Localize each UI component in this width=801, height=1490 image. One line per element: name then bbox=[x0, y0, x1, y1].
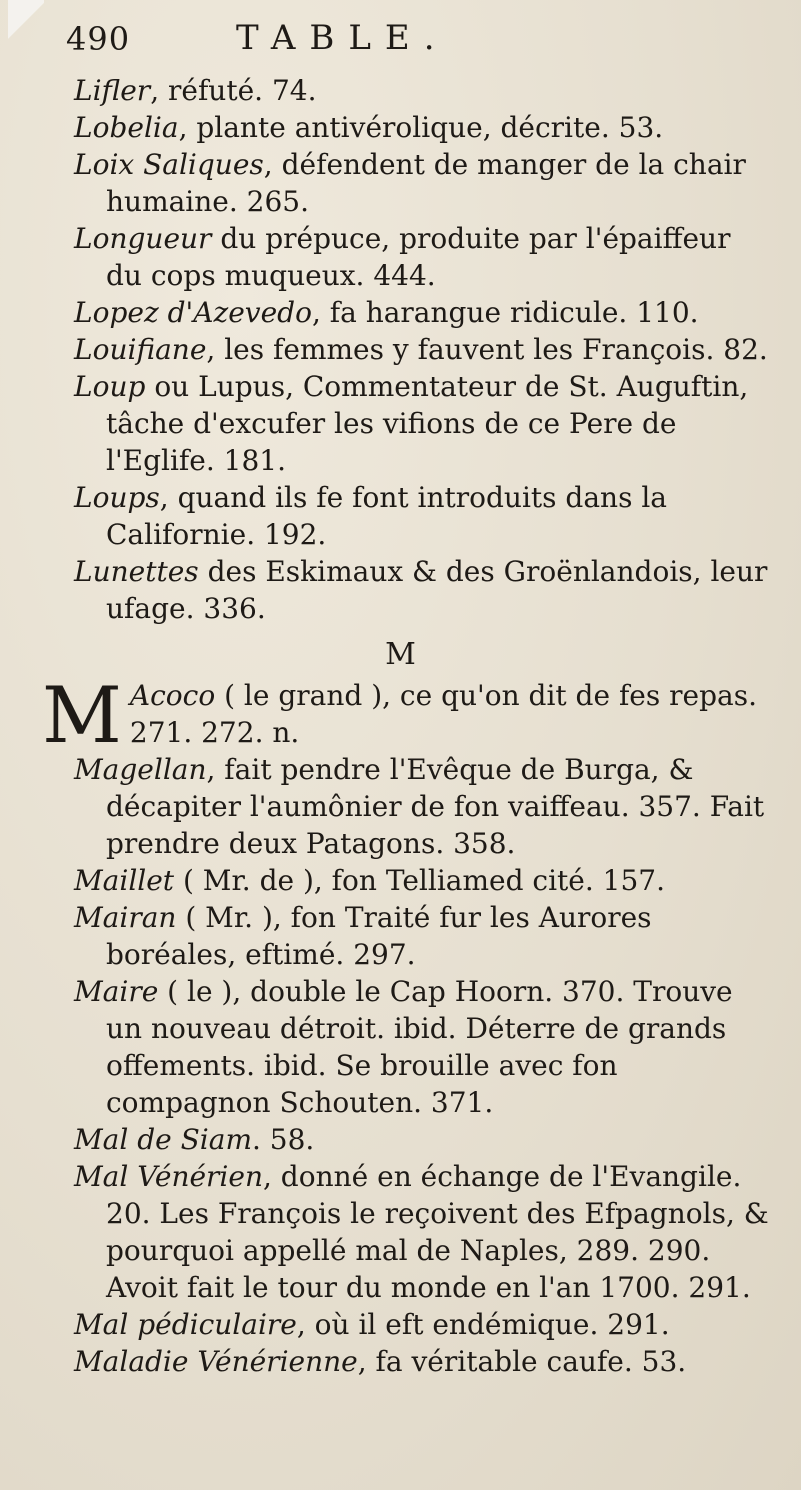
entry-headword: Mal de Siam bbox=[74, 1123, 252, 1156]
entry-headword: Loix Saliques bbox=[74, 148, 264, 181]
entry-headword: Acoco bbox=[129, 679, 216, 712]
index-entry-dropcap bbox=[0, 671, 801, 761]
entry-text: , réfuté. 74. bbox=[150, 74, 317, 107]
index-entries bbox=[0, 72, 801, 1380]
entry-headword: Loup bbox=[74, 370, 146, 403]
entry-headword: Longueur bbox=[74, 222, 212, 255]
entry-text: ou Lupus, Commentateur de St. Auguftin, tâche d'excufer les vifions de ce Pere de l'Eglife. 181. bbox=[106, 370, 749, 477]
entry-headword: Mal Vénérien bbox=[74, 1160, 263, 1193]
entry-headword: Louifiane bbox=[74, 333, 207, 366]
index-entry bbox=[0, 479, 801, 553]
entry-text: des Eskimaux & des Groënlandois, leur ufage. 336. bbox=[106, 555, 768, 625]
entry-headword: Lifler bbox=[74, 74, 151, 107]
entry-headword: Magellan bbox=[74, 753, 207, 786]
entry-headword: Loups bbox=[74, 481, 160, 514]
index-entry bbox=[0, 109, 801, 146]
index-entry bbox=[0, 751, 801, 862]
entry-text: , plante antivérolique, décrite. 53. bbox=[178, 111, 664, 144]
index-entry bbox=[0, 72, 801, 109]
entry-text: ( le ), double le Cap Hoorn. 370. Trouve un nouveau détroit. ibid. Déterre de grands offements. ibid. Se brouille avec fon compagnon Schouten. 371. bbox=[106, 975, 733, 1119]
page-header bbox=[66, 14, 766, 70]
index-entry bbox=[0, 294, 801, 331]
index-entry bbox=[0, 899, 801, 973]
entry-text: du prépuce, produite par l'épaiffeur du cops muqueux. 444. bbox=[106, 222, 731, 292]
index-entry bbox=[0, 220, 801, 294]
index-entry bbox=[0, 1158, 801, 1306]
index-entry bbox=[0, 553, 801, 627]
entry-text: ( Mr. ), fon Traité fur les Aurores boréales, eftimé. 297. bbox=[106, 901, 652, 971]
running-title: TABLE. bbox=[236, 18, 449, 58]
entry-headword: Mal pédiculaire bbox=[74, 1308, 297, 1341]
entry-text: , les femmes y fauvent les François. 82. bbox=[206, 333, 768, 366]
page-number: 490 bbox=[66, 20, 131, 58]
entry-headword: Mairan bbox=[74, 901, 177, 934]
index-entry bbox=[0, 1343, 801, 1380]
index-entry bbox=[0, 368, 801, 479]
entry-text: , fa harangue ridicule. 110. bbox=[311, 296, 699, 329]
index-entry bbox=[0, 331, 801, 368]
entry-text: , où il eft endémique. 291. bbox=[296, 1308, 670, 1341]
index-entry bbox=[0, 862, 801, 899]
entry-text: , fa véritable caufe. 53. bbox=[357, 1345, 687, 1378]
entry-headword: Maladie Vénérienne bbox=[74, 1345, 358, 1378]
drop-capital: M bbox=[42, 671, 122, 761]
section-letter-m: M bbox=[385, 637, 416, 672]
entry-headword: Maire bbox=[74, 975, 159, 1008]
entry-headword: Maillet bbox=[74, 864, 175, 897]
entry-text: , donné en échange de l'Evangile. 20. Les François le reçoivent des Efpagnols, & pourquoi appellé mal de Naples, 289. 290. Avoit fait le tour du monde en l'an 1700. 291. bbox=[106, 1160, 769, 1304]
index-entry bbox=[0, 1121, 801, 1158]
entry-headword: Lunettes bbox=[74, 555, 199, 588]
entry-text: . 58. bbox=[252, 1123, 315, 1156]
index-entry bbox=[0, 146, 801, 220]
entry-text: ( Mr. de ), fon Telliamed cité. 157. bbox=[174, 864, 666, 897]
entry-text: , fait pendre l'Evêque de Burga, & décapiter l'aumônier de fon vaiffeau. 357. Fait prendre deux Patagons. 358. bbox=[106, 753, 765, 860]
entry-text: ( le grand ), ce qu'on dit de fes repas. 271. 272. n. bbox=[129, 679, 757, 749]
entry-text: , défendent de manger de la chair humaine. 265. bbox=[106, 148, 746, 218]
index-entry bbox=[0, 1306, 801, 1343]
index-entry bbox=[0, 973, 801, 1121]
entry-headword: Lobelia bbox=[74, 111, 179, 144]
page-corner-shadow bbox=[8, 0, 44, 60]
entry-headword: Lopez d'Azevedo bbox=[74, 296, 312, 329]
entry-text: , quand ils fe font introduits dans la Californie. 192. bbox=[106, 481, 667, 551]
